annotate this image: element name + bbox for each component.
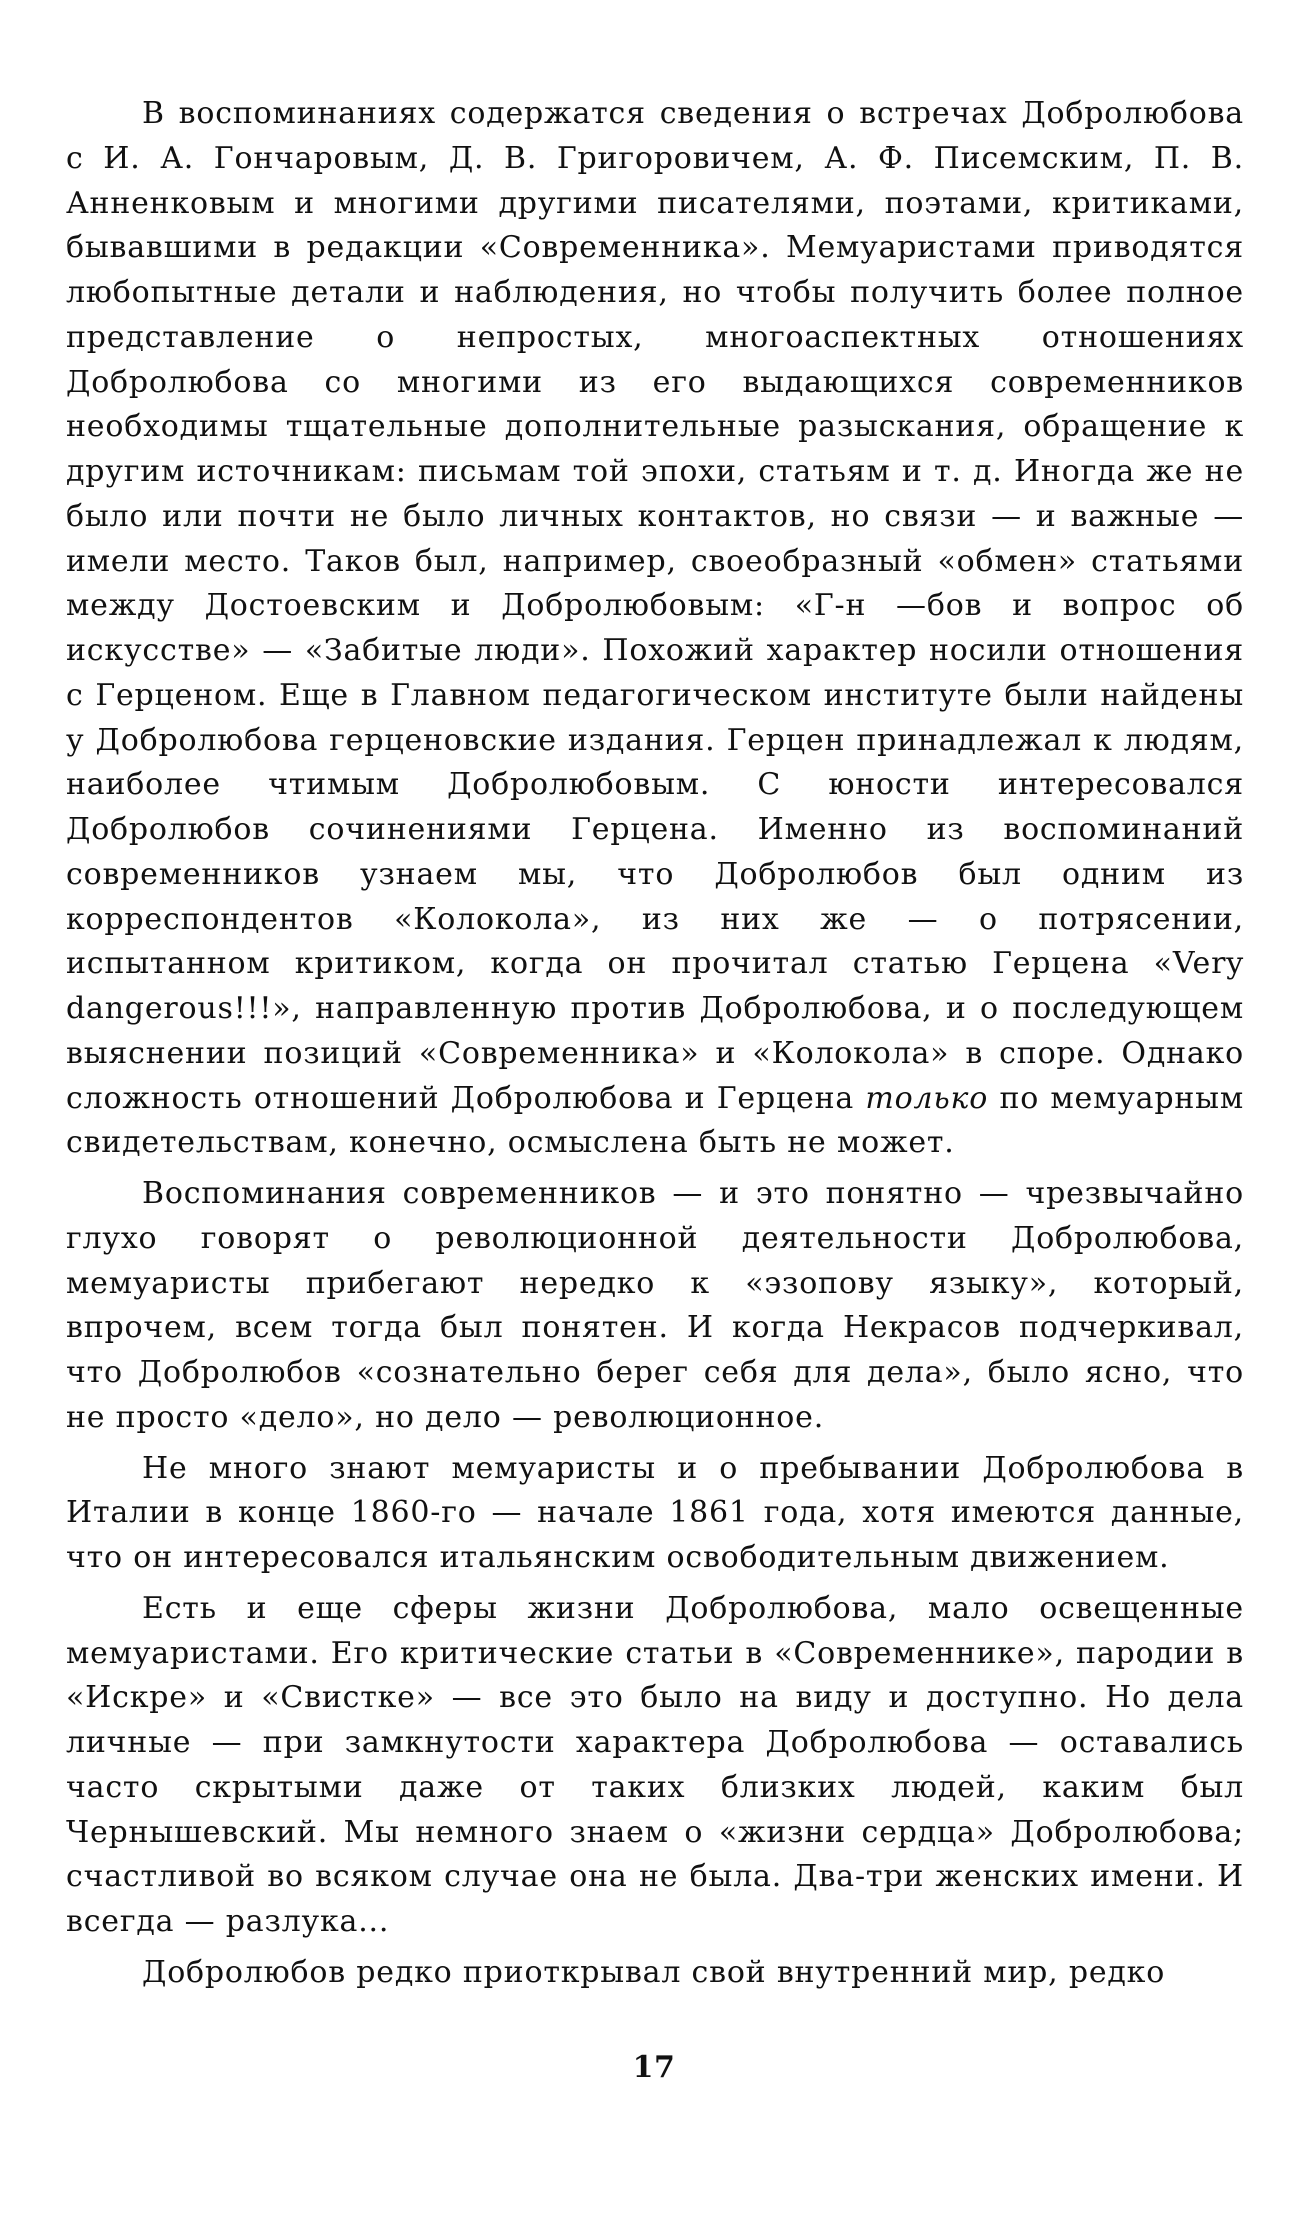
paragraph-5: Добролюбов редко приоткрывал свой внутренний мир, редко	[142, 1954, 1166, 1990]
paragraph-1-tail: по мемуарным свидетельствам, конечно, осмыслена быть не может.	[66, 1080, 1244, 1161]
paragraph-1	[66, 92, 1244, 1166]
page-body	[66, 92, 1244, 2002]
paragraph-2: Воспоминания современников — и это понятно — чрезвычайно глухо говорят о революционной деятельности Добролюбова, мемуаристы прибегают нередко к «эзопову языку», который, впрочем, всем тогда был понятен. И когда Некрасов подчеркивал, что Добролюбов «сознательно берег себя для дела», было ясно, что не просто «дело», но дело — революционное.	[66, 1176, 1244, 1435]
paragraph-1-italic-word: только	[865, 1080, 989, 1116]
page-number: 17	[632, 2050, 676, 2085]
paragraph-1-text: В воспоминаниях содержатся сведения о встречах Добролюбова с И. А. Гончаровым, Д. В. Григоровичем, А. Ф. Писемским, П. В. Анненковым и многими другими писателями, поэтами, критиками, бывавшими в редакции «Современника». Мемуаристами приводятся любопытные детали и наблюдения, но чтобы получить более полное представление о непростых, многоаспектных отношениях Добролюбова со многими из его выдающихся современников необходимы тщательные дополнительные разыскания, обращение к другим источникам: письмам той эпохи, статьям и т. д. Иногда же не было или почти не было личных контактов, но связи — и важные — имели место. Таков был, например, своеобразный «обмен» статьями между Достоевским и Добролюбовым: «Г-н —бов и вопрос об искусстве» — «Забитые люди». Похожий характер носили отношения с Герценом. Еще в Главном педагогическом институте были найдены у Добролюбова герценовские издания. Герцен принадлежал к людям, наиболее чтимым Добролюбовым. С юности интересовался Добролюбов сочинениями Герцена. Именно из воспоминаний современников узнаем мы, что Добролюбов был одним из корреспондентов «Колокола», из них же — о потрясении, испытанном критиком, когда он прочитал статью Герцена «Very dangerous!!!», направленную против Добролюбова, и о последующем выяснении позиций «Современника» и «Колокола» в споре. Однако сложность отношений Добролюбова и Герцена	[66, 96, 1244, 1116]
paragraph-4: Есть и еще сферы жизни Добролюбова, мало освещенные мемуаристами. Его критические статьи в «Современнике», пародии в «Искре» и «Свистке» — все это было на виду и доступно. Но дела личные — при замкнутости характера Добролюбова — оставались часто скрытыми даже от таких близких людей, каким был Чернышевский. Мы немного знаем о «жизни сердца» Добролюбова; счастливой во всяком случае она не была. Два-три женских имени. И всегда — разлука...	[66, 1590, 1244, 1939]
paragraph-3: Не много знают мемуаристы и о пребывании Добролюбова в Италии в конце 1860-го — начале 1861 года, хотя имеются данные, что он интересовался итальянским освободительным движением.	[66, 1450, 1244, 1575]
